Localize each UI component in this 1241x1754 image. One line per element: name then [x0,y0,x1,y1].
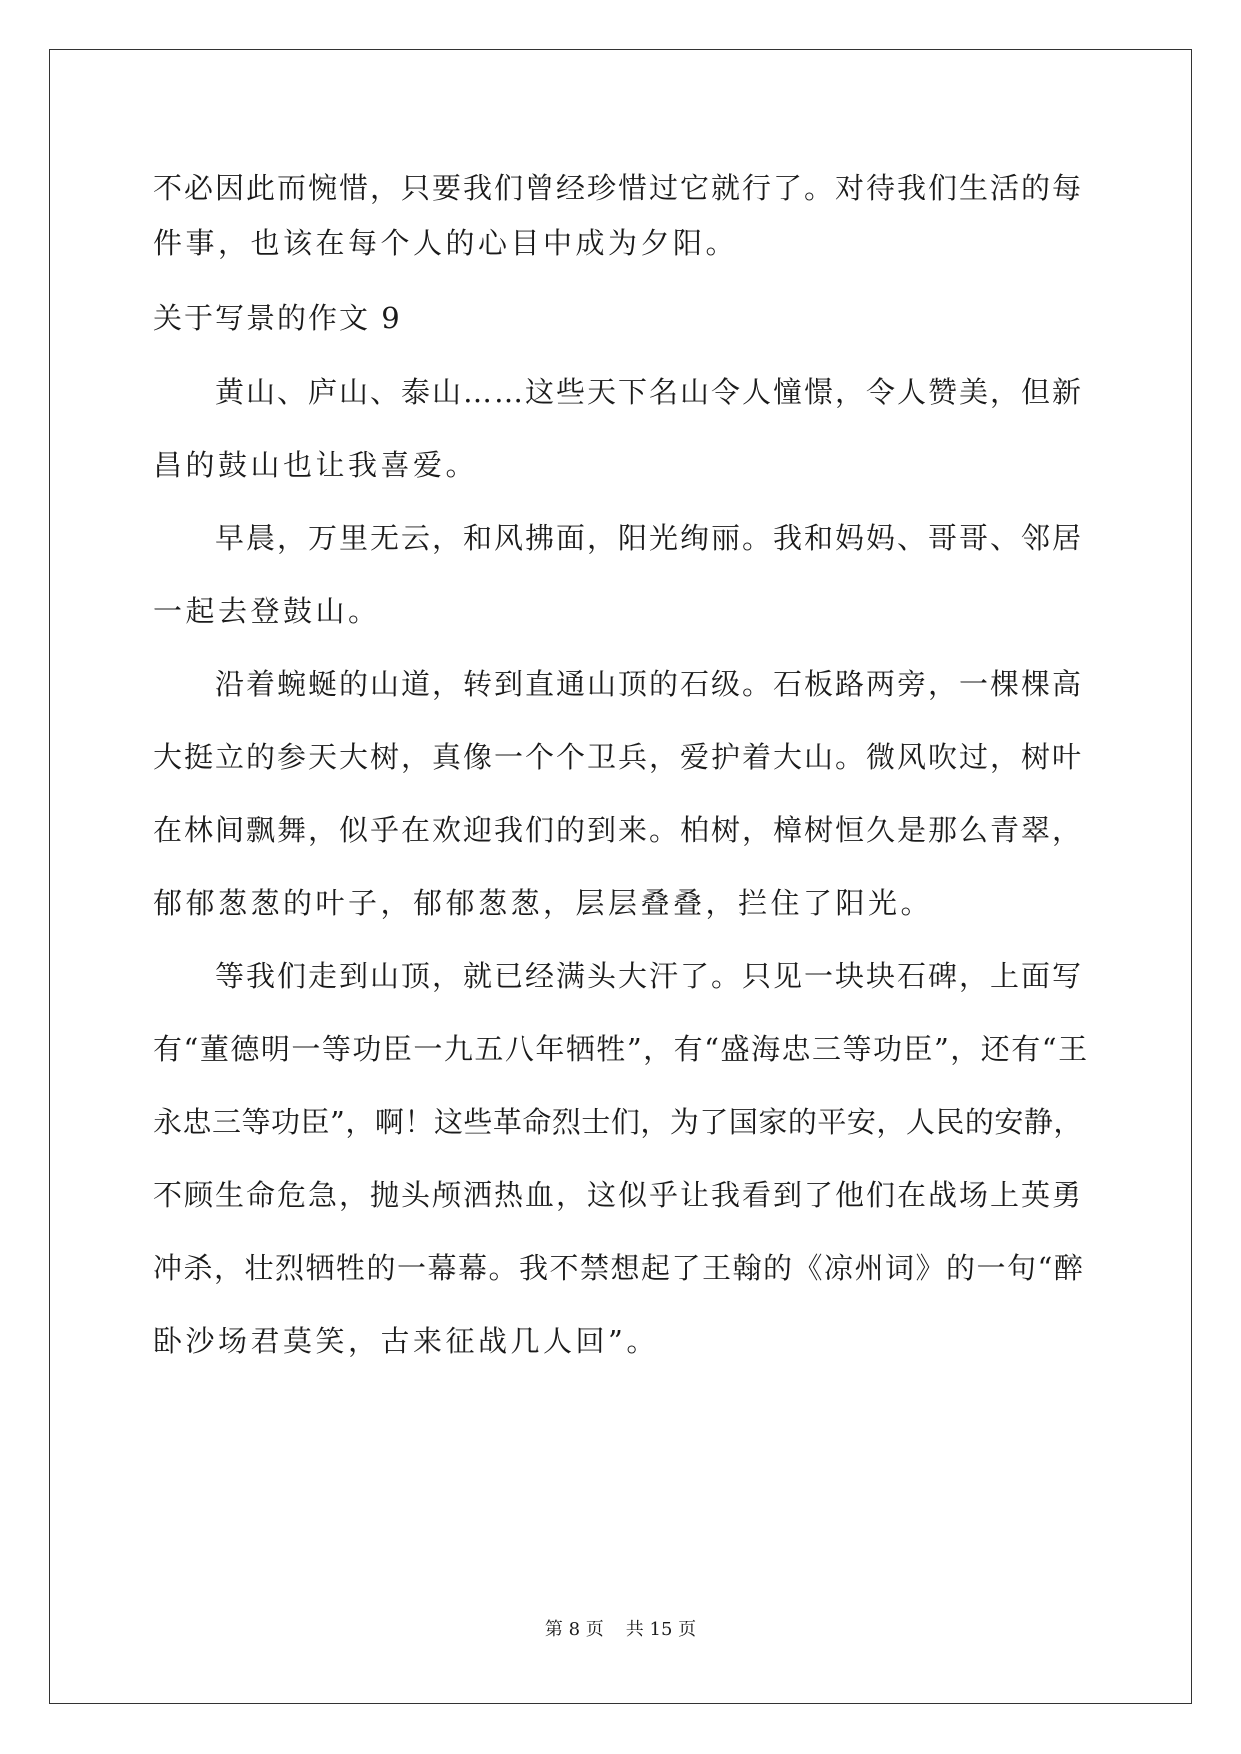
text-line: 件事，也该在每个人的心目中成为夕阳。 [153,226,739,260]
text-line: 黄山、庐山、泰山……这些天下名山令人憧憬，令人赞美，但新 [215,375,1084,409]
text-line: 一起去登鼓山。 [153,594,381,628]
page-total: 共 15 页 [625,1619,697,1640]
text-line: 冲杀，壮烈牺牲的一幕幕。我不禁想起了王翰的《凉州词》的一句“醉 [153,1251,1085,1285]
text-line: 卧沙场君莫笑，古来征战几人回”。 [153,1324,659,1358]
essay-heading: 关于写景的作文 9 [153,301,402,335]
text-line: 不顾生命危急，抛头颅洒热血，这似乎让我看到了他们在战场上英勇 [153,1178,1084,1212]
page-number: 第 8 页 [544,1619,604,1640]
page-footer [0,1618,1241,1642]
text-line: 早晨，万里无云，和风拂面，阳光绚丽。我和妈妈、哥哥、邻居 [215,521,1084,555]
text-line: 郁郁葱葱的叶子，郁郁葱葱，层层叠叠，拦住了阳光。 [153,886,934,920]
text-line: 有“董德明一等功臣一九五八年牺牲”，有“盛海忠三等功臣”，还有“王 [153,1032,1089,1066]
text-line: 沿着蜿蜒的山道，转到直通山顶的石级。石板路两旁，一棵棵高 [215,667,1084,701]
text-line: 不必因此而惋惜，只要我们曾经珍惜过它就行了。对待我们生活的每 [153,171,1084,205]
text-line: 等我们走到山顶，就已经满头大汗了。只见一块块石碑，上面写 [215,959,1084,993]
text-line: 大挺立的参天大树，真像一个个卫兵，爱护着大山。微风吹过，树叶 [153,740,1084,774]
text-line: 在林间飘舞，似乎在欢迎我们的到来。柏树，樟树恒久是那么青翠， [153,813,1084,847]
text-line: 昌的鼓山也让我喜爱。 [153,448,479,482]
text-line: 永忠三等功臣”，啊！这些革命烈士们，为了国家的平安，人民的安静， [153,1105,1083,1139]
